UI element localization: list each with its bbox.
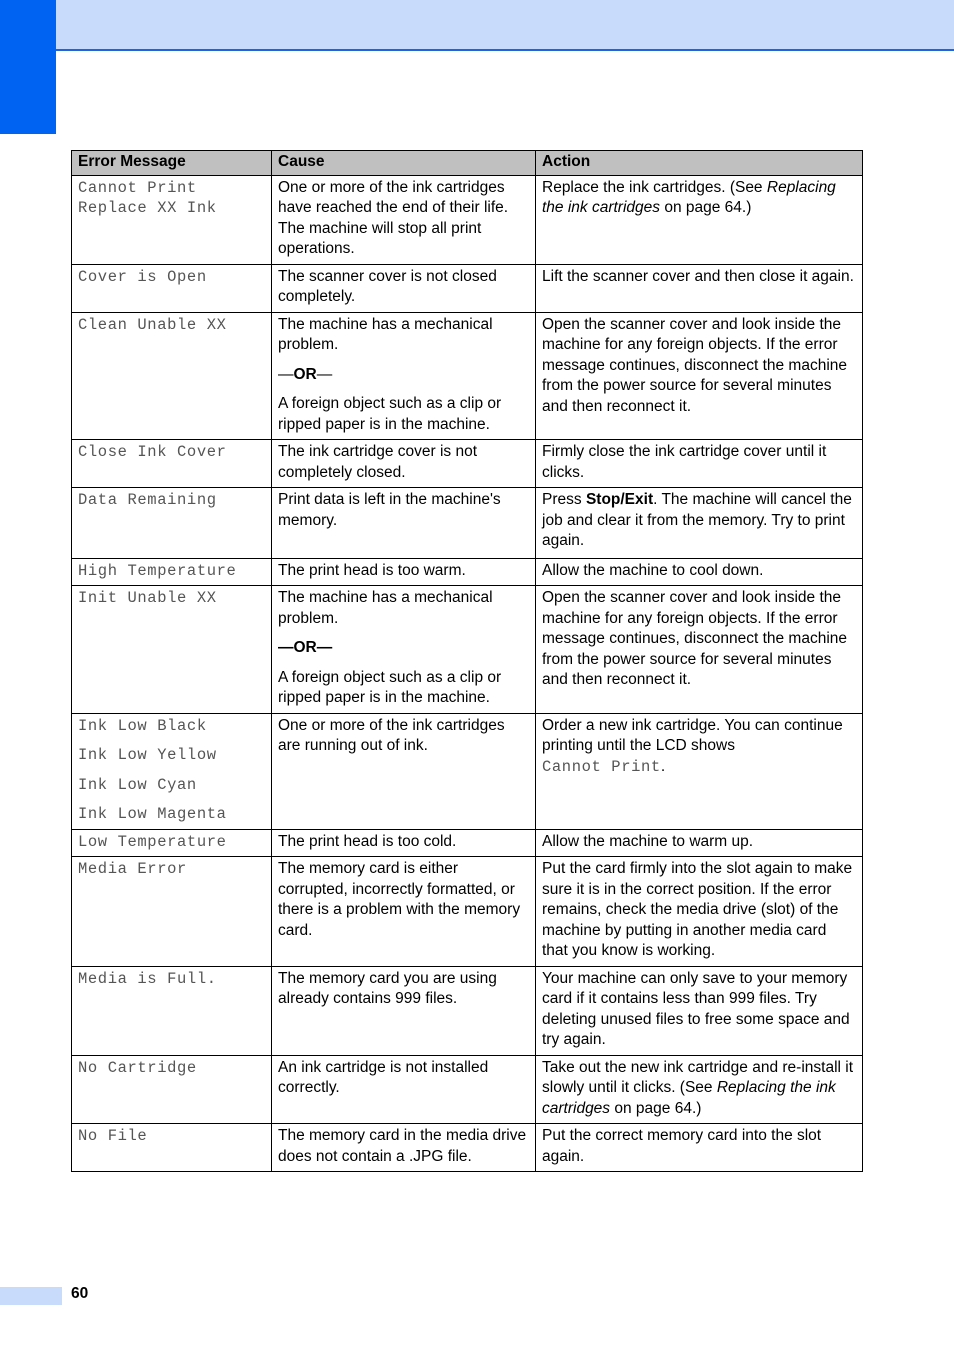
cause-text: The print head is too cold. — [278, 832, 457, 850]
error-message-cell — [72, 175, 272, 264]
table-row — [72, 713, 863, 829]
action-text: Put the correct memory card into the slot again. — [542, 1127, 822, 1165]
error-message-cell — [72, 586, 272, 714]
action-cell — [536, 488, 863, 559]
chapter-tab — [0, 0, 56, 134]
action-cell — [536, 966, 863, 1055]
cause-cell — [272, 440, 536, 488]
error-message-cell — [72, 440, 272, 488]
error-message-cell — [72, 312, 272, 440]
action-cell — [536, 857, 863, 967]
cause-cell — [272, 558, 536, 586]
header-bar — [0, 0, 954, 51]
action-text: Firmly close the ink cartridge cover until it clicks. — [542, 443, 827, 481]
cause-text: One or more of the ink cartridges have reached the end of their life. The machine will stop all print operations. — [278, 178, 509, 257]
action-cell — [536, 1124, 863, 1172]
error-message: Media Error — [78, 860, 187, 878]
cause-cell — [272, 966, 536, 1055]
action-text: Lift the scanner cover and then close it again. — [542, 267, 854, 285]
cause-cell — [272, 264, 536, 312]
action-cell — [536, 440, 863, 488]
action-text: Open the scanner cover and look inside the machine for any foreign objects. If the error message continues, disconnect the machine from the power source for several minutes and then reconnect it. — [542, 315, 848, 415]
cause-cell — [272, 175, 536, 264]
error-message-cell — [72, 1124, 272, 1172]
error-message: Ink Low Cyan — [78, 775, 197, 794]
error-message-cell — [72, 966, 272, 1055]
action-cell — [536, 829, 863, 857]
key-label: Stop/Exit — [585, 491, 654, 508]
action-cell — [536, 312, 863, 440]
action-text: Allow the machine to cool down. — [542, 561, 764, 579]
action-cell — [536, 713, 863, 829]
error-message-cell — [72, 1055, 272, 1124]
cause-text: The memory card is either corrupted, incorrectly formatted, or there is a problem with the memory card. — [278, 860, 521, 939]
table-row — [72, 440, 863, 488]
cause-cell — [272, 829, 536, 857]
error-message: High Temperature — [78, 561, 237, 580]
action-cell — [536, 558, 863, 586]
table-row — [72, 1124, 863, 1172]
column-header-error-message: Error Message — [72, 151, 272, 176]
cause-text: Print data is left in the machine's memory. — [278, 491, 501, 529]
lcd-message: Cannot Print — [542, 757, 661, 776]
table-row — [72, 175, 863, 264]
error-message: Init Unable XX — [78, 589, 217, 607]
error-message: Ink Low Magenta — [78, 805, 227, 823]
cause-text: The scanner cover is not closed completely. — [278, 267, 497, 305]
error-message: Data Remaining — [78, 491, 217, 509]
action-cell — [536, 1055, 863, 1124]
action-text: Put the card firmly into the slot again to make sure it is in the correct position. If the error remains, check the media drive (slot) of the machine by putting in another media card that you know is working. — [542, 860, 853, 959]
error-message-cell — [72, 558, 272, 586]
table-row — [72, 829, 863, 857]
error-message-cell — [72, 829, 272, 857]
action-text: Take out the new ink cartridge and re-install it slowly until it clicks. (See — [542, 1058, 854, 1096]
table-row — [72, 966, 863, 1055]
page-number: 60 — [71, 1285, 89, 1302]
error-message: Ink Low Black — [78, 716, 207, 735]
cross-reference: Replacing the ink cartridges — [542, 178, 836, 216]
cause-text: The memory card in the media drive does not contain a .JPG file. — [278, 1127, 527, 1165]
action-text: on page 64.) — [610, 1099, 702, 1117]
table-row — [72, 586, 863, 714]
error-message: Media is Full. — [78, 969, 217, 988]
cause-text: The print head is too warm. — [278, 561, 466, 579]
or-separator: —OR— — [278, 365, 333, 383]
error-message-table — [71, 150, 863, 1172]
error-message: Low Temperature — [78, 832, 227, 851]
action-text: Replace the ink cartridges. (See — [542, 178, 767, 196]
error-message-cell — [72, 713, 272, 829]
action-cell — [536, 175, 863, 264]
cause-cell — [272, 857, 536, 967]
column-header-cause: Cause — [272, 151, 536, 176]
error-message: Cannot Print — [78, 178, 197, 197]
footer-bar — [0, 1287, 62, 1305]
cause-cell — [272, 1055, 536, 1124]
error-message: Close Ink Cover — [78, 443, 227, 461]
action-text: . — [660, 757, 666, 775]
error-message: Replace XX Ink — [78, 199, 217, 217]
error-message-cell — [72, 264, 272, 312]
cross-reference: Replacing the ink cartridges — [542, 1079, 836, 1117]
error-message: No Cartridge — [78, 1058, 197, 1077]
cause-cell — [272, 488, 536, 559]
cause-text: The ink cartridge cover is not completely closed. — [278, 443, 478, 481]
action-text: . The machine will cancel the job and clear it from the memory. Try to print again. — [542, 491, 852, 549]
cause-text: A foreign object such as a clip or ripped paper is in the machine. — [278, 668, 502, 706]
action-cell — [536, 586, 863, 714]
error-message: No File — [78, 1127, 148, 1145]
error-message: Ink Low Yellow — [78, 746, 217, 764]
action-text: Order a new ink cartridge. You can continue printing until the LCD shows — [542, 716, 843, 754]
table-row — [72, 857, 863, 967]
table-row — [72, 1055, 863, 1124]
cause-cell — [272, 586, 536, 714]
error-message: Cover is Open — [78, 267, 207, 286]
cause-cell — [272, 713, 536, 829]
cause-cell — [272, 312, 536, 440]
action-text: Allow the machine to warm up. — [542, 832, 754, 850]
error-message-cell — [72, 857, 272, 967]
table-row — [72, 264, 863, 312]
action-cell — [536, 264, 863, 312]
column-header-action: Action — [536, 151, 863, 176]
action-text: Open the scanner cover and look inside the machine for any foreign objects. If the error message continues, disconnect the machine from the power source for several minutes and then reconnect it. — [542, 589, 848, 688]
cause-text: The machine has a mechanical problem. — [278, 589, 493, 627]
cause-text: A foreign object such as a clip or ripped paper is in the machine. — [278, 395, 502, 433]
cause-text: An ink cartridge is not installed correctly. — [278, 1058, 489, 1096]
error-message: Clean Unable XX — [78, 315, 227, 334]
cause-text: The machine has a mechanical problem. — [278, 315, 493, 353]
table-row — [72, 488, 863, 559]
error-message-cell — [72, 488, 272, 559]
action-text: Your machine can only save to your memory card if it contains less than 999 files. Try deleting unused files to free some space and try again. — [542, 969, 850, 1048]
cause-cell — [272, 1124, 536, 1172]
table-row — [72, 558, 863, 586]
table-header-row — [72, 151, 863, 176]
cause-text: One or more of the ink cartridges are running out of ink. — [278, 716, 505, 754]
action-text: on page 64.) — [660, 199, 752, 216]
action-text: Press — [542, 491, 586, 508]
or-separator: —OR— — [278, 639, 333, 656]
cause-text: The memory card you are using already contains 999 files. — [278, 969, 497, 1007]
table-row — [72, 312, 863, 440]
